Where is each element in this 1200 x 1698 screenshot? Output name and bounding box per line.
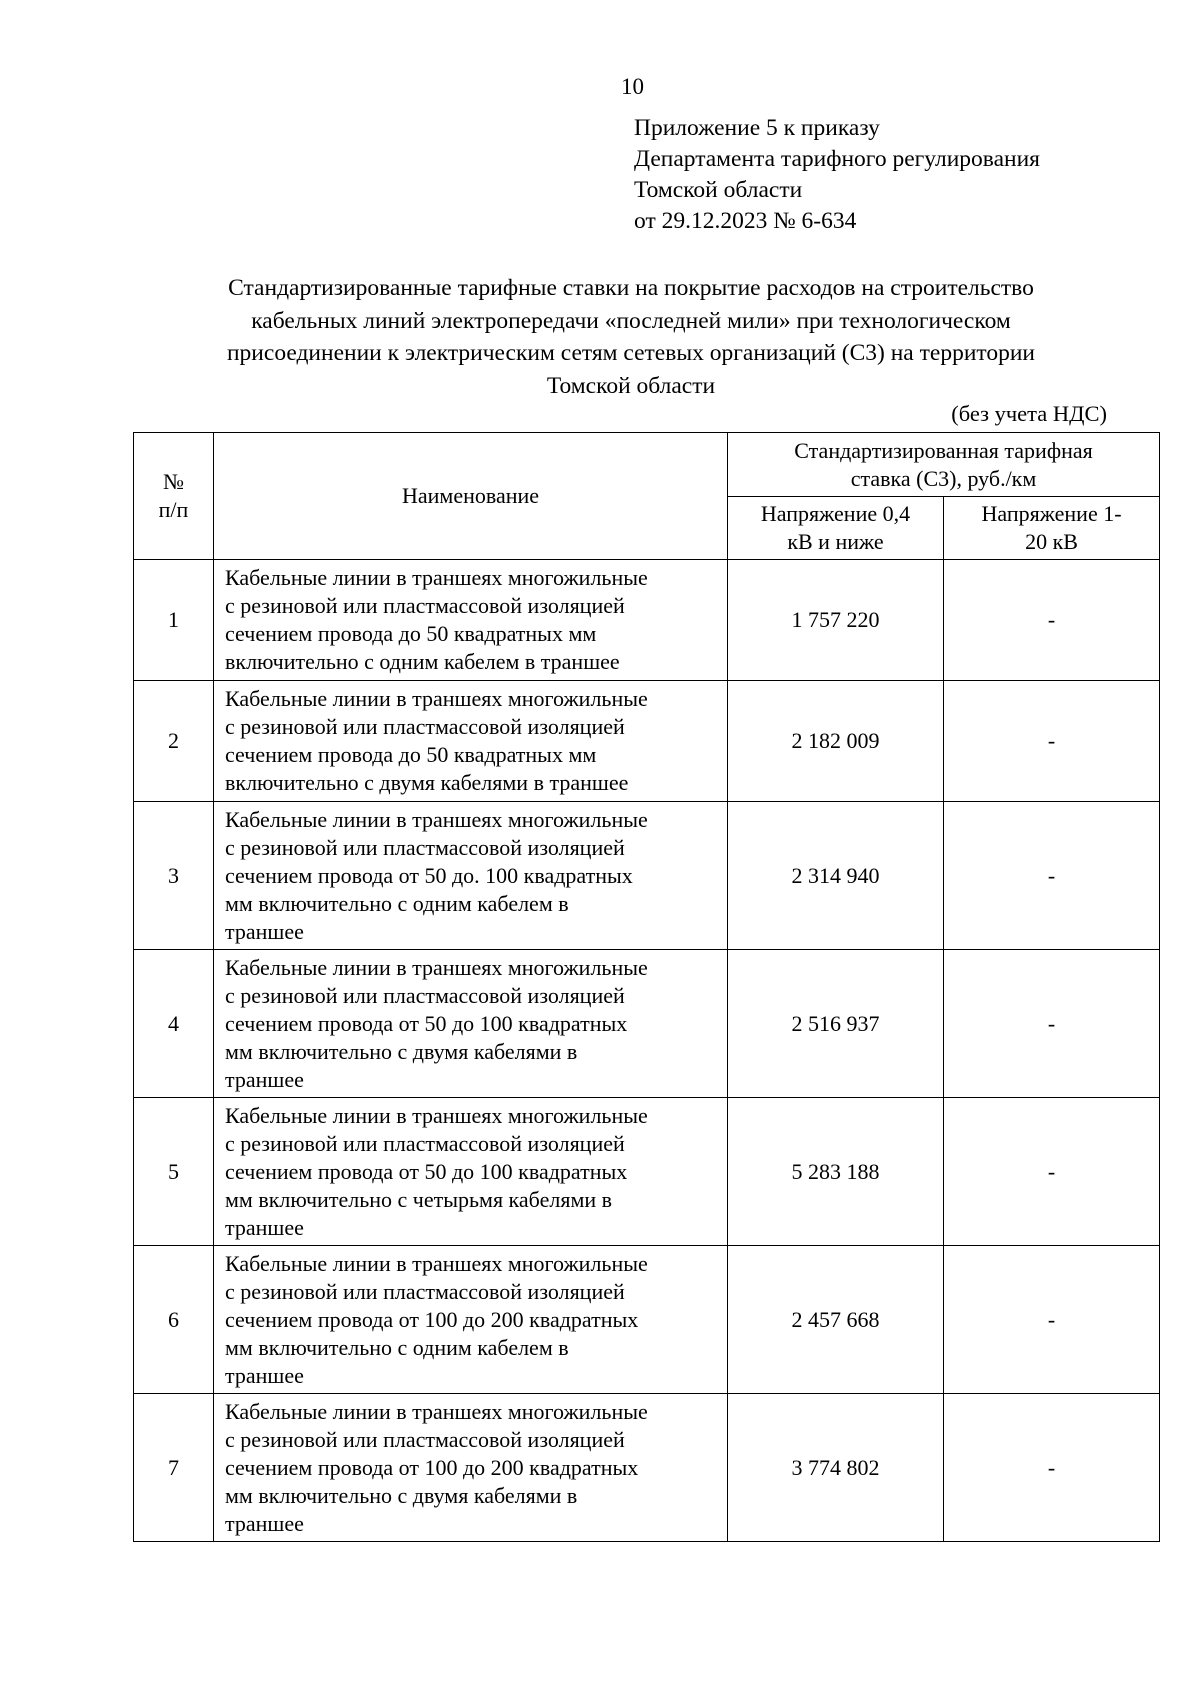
rate-1-20kv: -	[944, 560, 1160, 681]
header-number	[134, 433, 214, 560]
row-number: 6	[134, 1246, 214, 1394]
row-name	[214, 1098, 728, 1246]
rate-0-4kv: 2 516 937	[728, 950, 944, 1098]
row-name-line: с резиновой или пластмассовой изоляцией	[225, 1130, 625, 1156]
header-voltage-1-20	[944, 497, 1160, 560]
row-name-line: с резиновой или пластмассовой изоляцией	[225, 1278, 625, 1304]
row-name-line: Кабельные линии в траншеях многожильные	[225, 565, 648, 590]
row-name-line: Кабельные линии в траншеях многожильные	[225, 806, 648, 832]
row-name	[214, 1394, 728, 1542]
row-name-line: Кабельные линии в траншеях многожильные	[225, 1102, 648, 1128]
row-number: 1	[134, 560, 214, 681]
row-name-line: сечением провода от 50 до. 100 квадратных	[225, 862, 633, 888]
rate-1-20kv: -	[944, 1394, 1160, 1542]
row-name	[214, 802, 728, 950]
row-number: 3	[134, 802, 214, 950]
row-name-line: сечением провода от 100 до 200 квадратных	[225, 1306, 639, 1332]
header-voltage-line: кВ и ниже	[787, 529, 884, 554]
header-voltage-line: Напряжение 1-	[981, 501, 1122, 526]
title-line: присоединении к электрическим сетям сетевых организаций (С3) на территории	[226, 340, 1036, 366]
rate-1-20kv: -	[944, 681, 1160, 802]
row-number: 4	[134, 950, 214, 1098]
table-row	[134, 1394, 1160, 1542]
header-rate-group	[728, 433, 1160, 497]
table-row	[134, 802, 1160, 950]
row-name-line: Кабельные линии в траншеях многожильные	[225, 686, 648, 711]
row-name-line: сечением провода до 50 квадратных мм	[225, 621, 597, 646]
table-row	[134, 950, 1160, 1098]
row-name	[214, 950, 728, 1098]
row-name-line: Кабельные линии в траншеях многожильные	[225, 1398, 648, 1424]
row-number: 5	[134, 1098, 214, 1246]
row-name-line: с резиновой или пластмассовой изоляцией	[225, 714, 625, 739]
row-name-line: Кабельные линии в траншеях многожильные	[225, 1250, 648, 1276]
vat-note: (без учета НДС)	[951, 401, 1107, 426]
row-number: 7	[134, 1394, 214, 1542]
row-name-line: сечением провода от 100 до 200 квадратных	[225, 1454, 639, 1480]
table-row	[134, 1246, 1160, 1394]
row-name	[214, 681, 728, 802]
row-name-line: с резиновой или пластмассовой изоляцией	[225, 593, 625, 618]
row-name-line: траншее	[225, 1066, 304, 1092]
row-name-line: с резиновой или пластмассовой изоляцией	[225, 982, 625, 1008]
row-name-line: мм включительно с одним кабелем в	[225, 890, 569, 916]
row-name-line: мм включительно с четырьмя кабелями в	[225, 1186, 613, 1212]
appendix-reference	[634, 113, 1040, 237]
title-line: Стандартизированные тарифные ставки на покрытие расходов на строительство	[228, 275, 1034, 301]
appendix-line: Приложение 5 к приказу	[634, 115, 880, 141]
rate-1-20kv: -	[944, 802, 1160, 950]
row-name-line: траншее	[225, 1362, 304, 1388]
row-name-line: сечением провода от 50 до 100 квадратных	[225, 1010, 628, 1036]
document-title	[131, 272, 1131, 402]
header-rate-line: Стандартизированная тарифная	[794, 437, 1093, 463]
appendix-date-number: от 29.12.2023 № 6-634	[634, 208, 857, 234]
title-line: кабельных линий электропередачи «последней мили» при технологическом	[251, 307, 1011, 334]
rate-0-4kv: 2 314 940	[728, 802, 944, 950]
header-voltage-line: 20 кВ	[1025, 529, 1078, 554]
row-name-line: включительно с одним кабелем в траншее	[225, 649, 620, 674]
row-name-line: мм включительно с одним кабелем в	[225, 1334, 569, 1360]
row-name-line: Кабельные линии в траншеях многожильные	[225, 954, 648, 980]
rate-1-20kv: -	[944, 950, 1160, 1098]
title-line: Томской области	[546, 372, 716, 399]
header-voltage-line: Напряжение 0,4	[760, 501, 911, 526]
rate-1-20kv: -	[944, 1098, 1160, 1246]
row-name-line: включительно с двумя кабелями в траншее	[225, 770, 629, 795]
row-name-line: сечением провода от 50 до 100 квадратных	[225, 1158, 628, 1184]
header-number-line: п/п	[158, 497, 189, 522]
row-name	[214, 1246, 728, 1394]
row-name-line: с резиновой или пластмассовой изоляцией	[225, 1426, 625, 1452]
row-name-line: траншее	[225, 1214, 304, 1240]
row-number: 2	[134, 681, 214, 802]
header-number-line: №	[163, 469, 184, 494]
rate-0-4kv: 1 757 220	[728, 560, 944, 681]
table-row	[134, 560, 1160, 681]
row-name-line: траншее	[225, 918, 304, 944]
rate-0-4kv: 3 774 802	[728, 1394, 944, 1542]
rate-0-4kv: 5 283 188	[728, 1098, 944, 1246]
table-row	[134, 681, 1160, 802]
page-number: 10	[621, 74, 644, 99]
tariff-table	[133, 432, 1160, 1542]
row-name-line: сечением провода до 50 квадратных мм	[225, 742, 597, 767]
rate-1-20kv: -	[944, 1246, 1160, 1394]
rate-0-4kv: 2 182 009	[728, 681, 944, 802]
header-voltage-0-4	[728, 497, 944, 560]
rate-0-4kv: 2 457 668	[728, 1246, 944, 1394]
header-rate-line: ставка (С3), руб./км	[850, 465, 1037, 491]
row-name-line: мм включительно с двумя кабелями в	[225, 1482, 578, 1508]
row-name-line: траншее	[225, 1510, 304, 1536]
appendix-line: Департамента тарифного регулирования	[634, 146, 1040, 172]
row-name-line: с резиновой или пластмассовой изоляцией	[225, 834, 625, 860]
table-row	[134, 1098, 1160, 1246]
header-name: Наименование	[214, 433, 728, 560]
row-name	[214, 560, 728, 681]
appendix-line: Томской области	[634, 177, 803, 203]
row-name-line: мм включительно с двумя кабелями в	[225, 1038, 578, 1064]
